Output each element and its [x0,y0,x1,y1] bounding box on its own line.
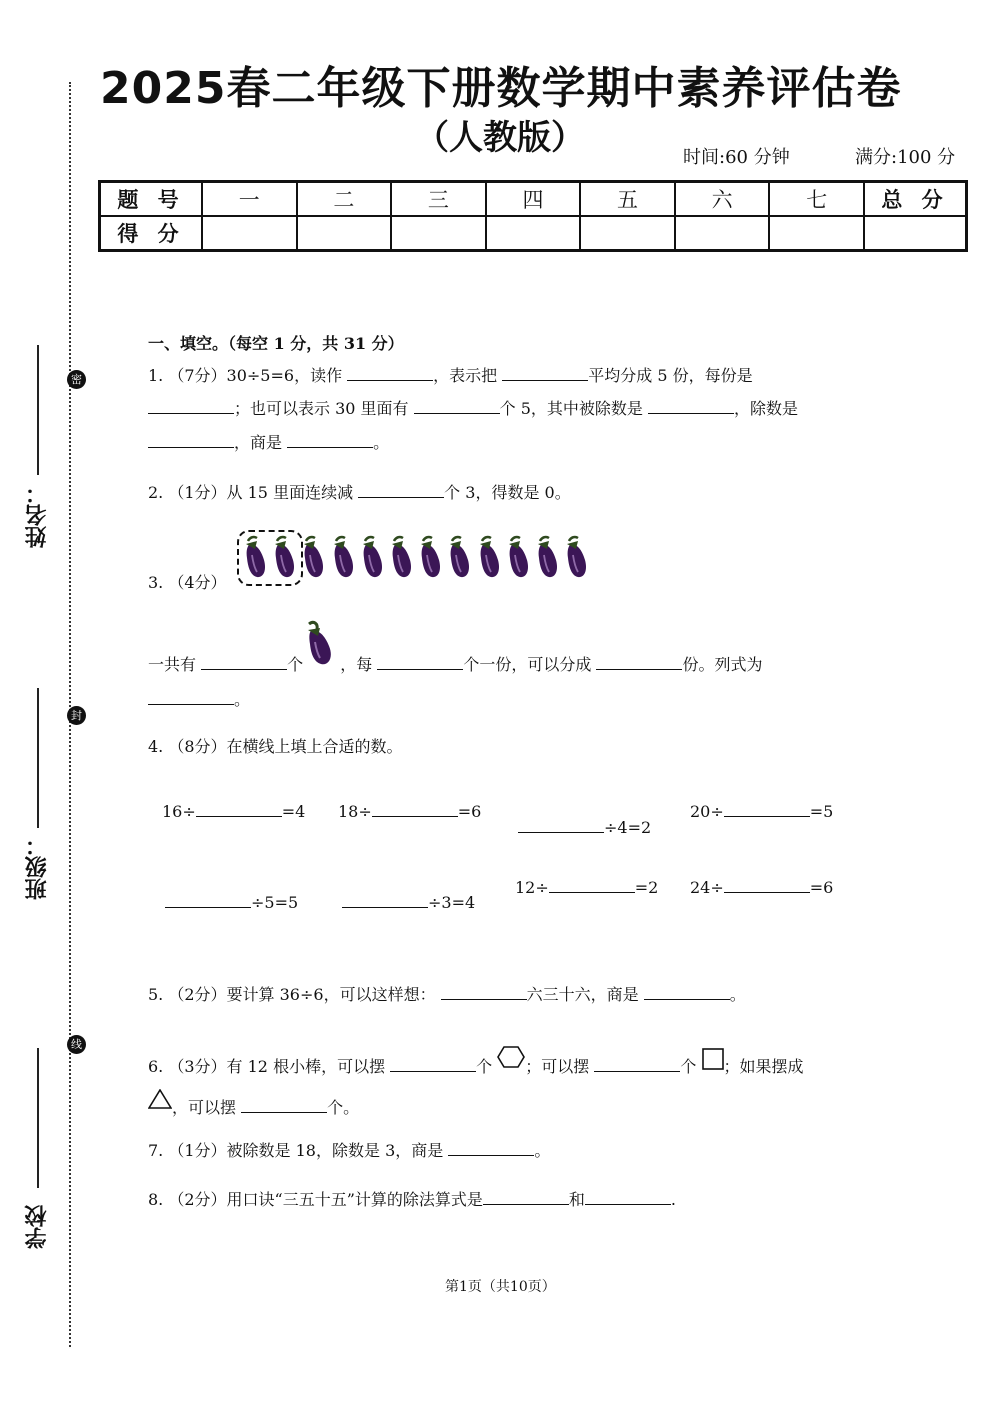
equation-4 [690,800,833,821]
answer-blank[interactable] [518,816,604,833]
answer-blank[interactable] [358,481,444,498]
question-7 [148,1139,550,1162]
q1-text: ；也可以表示 30 里面有 [234,399,409,418]
score-cell[interactable] [769,216,864,251]
score-col-3: 三 [391,182,486,217]
eq-text: =2 [634,878,659,897]
eq-text: =4 [281,802,306,821]
answer-blank[interactable] [585,1188,671,1205]
answer-blank[interactable] [342,891,428,908]
q1-text: 个 5，其中被除数是 [499,399,643,418]
question-6-line-1 [148,1046,804,1078]
eggplant-icon [476,533,502,579]
answer-blank[interactable] [201,653,287,670]
eggplant-icon [300,533,326,579]
seal-mi: 密 [67,370,86,389]
answer-blank[interactable] [724,876,810,893]
square-icon [702,1048,724,1070]
question-8 [148,1188,676,1211]
question-3-line-2 [148,653,762,676]
q6-text: 个 [476,1057,493,1076]
eggplant-icon [563,533,589,579]
score-header-row [100,182,967,217]
eggplant-icon [242,533,268,579]
eggplant-icon [534,533,560,579]
answer-blank[interactable] [648,397,734,414]
eggplant-icon [330,533,356,579]
question-3-label: 3. （4分） [148,573,227,592]
answer-blank[interactable] [377,653,463,670]
answer-blank[interactable] [644,983,730,1000]
answer-blank[interactable] [241,1096,327,1113]
answer-blank[interactable] [347,364,433,381]
answer-blank[interactable] [287,431,373,448]
score-cell[interactable] [580,216,675,251]
page-subtitle: （人教版） [415,118,585,158]
eq-text: =6 [809,878,834,897]
question-1-line-1 [148,364,753,387]
section-heading: 一、填空。（每空 1 分，共 31 分） [148,334,404,353]
question-1-line-2 [148,397,798,420]
question-5 [148,983,746,1006]
q7-text: 7. （1分）被除数是 18，除数是 3，商是 [148,1141,444,1160]
eq-text: ÷4=2 [604,818,652,837]
seal-feng: 封 [67,706,86,725]
answer-blank[interactable] [502,364,588,381]
answer-blank[interactable] [594,1055,680,1072]
q3-text: 。 [234,690,251,709]
equation-6 [342,891,475,912]
score-table [98,180,968,252]
q8-text: . [670,1190,677,1209]
score-col-2: 二 [297,182,392,217]
eq-text: 20÷ [690,802,724,821]
answer-blank[interactable] [441,983,527,1000]
q1-text: ，商是 [234,433,283,452]
eggplant-icon [417,533,443,579]
answer-blank[interactable] [724,800,810,817]
q2-text: 2. （1分）从 15 里面连续减 [148,483,354,502]
answer-blank[interactable] [549,876,635,893]
score-col-6: 六 [675,182,770,217]
score-cell[interactable] [486,216,581,251]
answer-blank[interactable] [483,1188,569,1205]
score-value-label: 得 分 [100,216,203,251]
q7-text: 。 [534,1141,551,1160]
q3-text: 个 [287,655,304,674]
q1-text: ，除数是 [734,399,799,418]
hexagon-icon [497,1046,525,1068]
equation-2 [338,800,481,821]
eggplant-icon [271,533,297,579]
question-1-line-3 [148,431,389,454]
school-line[interactable] [37,1048,39,1188]
answer-blank[interactable] [148,431,234,448]
equation-3 [518,816,651,837]
question-6-line-2 [148,1089,359,1119]
score-cell[interactable] [202,216,297,251]
answer-blank[interactable] [596,653,682,670]
question-2 [148,481,571,504]
q6-text: 个 [680,1057,697,1076]
answer-blank[interactable] [148,397,234,414]
q1-text: 1. （7分）30÷5=6，读作 [148,366,343,385]
eq-text: 12÷ [515,878,549,897]
equation-1 [162,800,305,821]
score-cell[interactable] [297,216,392,251]
question-4-label: 4. （8分）在横线上填上合适的数。 [148,737,403,756]
equation-8 [690,876,833,897]
q8-text: 8. （2分）用口诀“三五十五”计算的除法算式是 [148,1190,483,1209]
eggplant-icon [359,533,385,579]
eq-text: 16÷ [162,802,196,821]
answer-blank[interactable] [414,397,500,414]
q1-text: ，表示把 [433,366,498,385]
eq-text: ÷3=4 [428,893,476,912]
q5-text: 。 [729,985,746,1004]
answer-blank[interactable] [165,891,251,908]
triangle-icon [148,1089,172,1109]
q5-text: 5. （2分）要计算 36÷6，可以这样想： [148,985,436,1004]
eggplant-icon [303,618,337,668]
score-col-5: 五 [580,182,675,217]
name-label: 姓名： [25,482,50,548]
score-cell[interactable] [864,216,967,251]
q1-text: 。 [373,433,390,452]
q6-text: 6. （3分）有 12 根小棒，可以摆 [148,1057,386,1076]
class-label: 班级： [25,834,50,900]
q5-text: 六三十六，商是 [526,985,639,1004]
eq-text: ÷5=5 [251,893,299,912]
class-line[interactable] [37,688,39,828]
q8-text: 和 [568,1190,585,1209]
score-col-total: 总 分 [864,182,967,217]
page-title: 2025春二年级下册数学期中素养评估卷 [100,63,902,114]
q6-text: ；如果摆成 [723,1057,804,1076]
q6-text: 个。 [327,1098,360,1117]
page-footer: 第1页（共10页） [445,1279,556,1295]
q1-text: 平均分成 5 份，每份是 [588,366,753,385]
score-header-label: 题 号 [100,182,203,217]
question-3-line-3 [148,688,250,711]
score-cell[interactable] [675,216,770,251]
eq-text: =5 [809,802,834,821]
score-col-4: 四 [486,182,581,217]
q3-text: 一共有 [148,655,197,674]
q2-text: 个 3，得数是 0。 [444,483,571,502]
q6-text: ，可以摆 [172,1098,237,1117]
name-line[interactable] [37,345,39,475]
time-limit: 时间:60 分钟 [683,147,790,168]
score-value-row [100,216,967,251]
eq-text: 18÷ [338,802,372,821]
eq-text: 24÷ [690,878,724,897]
seal-xian: 线 [67,1035,86,1054]
answer-blank[interactable] [390,1055,476,1072]
answer-blank[interactable] [448,1139,534,1156]
full-score: 满分:100 分 [855,147,956,168]
eq-text: =6 [457,802,482,821]
equation-5 [165,891,298,912]
answer-blank[interactable] [372,800,458,817]
q3-text: 个一份，可以分成 [463,655,592,674]
answer-blank[interactable] [196,800,282,817]
q3-text: ，每 [340,655,373,674]
score-col-7: 七 [769,182,864,217]
eggplant-icon [446,533,472,579]
score-col-1: 一 [202,182,297,217]
score-cell[interactable] [391,216,486,251]
eggplant-icon [505,533,531,579]
q6-text: ；可以摆 [525,1057,590,1076]
equation-7 [515,876,658,897]
answer-blank[interactable] [148,688,234,705]
q3-text: 份。列式为 [682,655,763,674]
eggplant-icon [388,533,414,579]
school-label: 学校 [25,1205,50,1249]
